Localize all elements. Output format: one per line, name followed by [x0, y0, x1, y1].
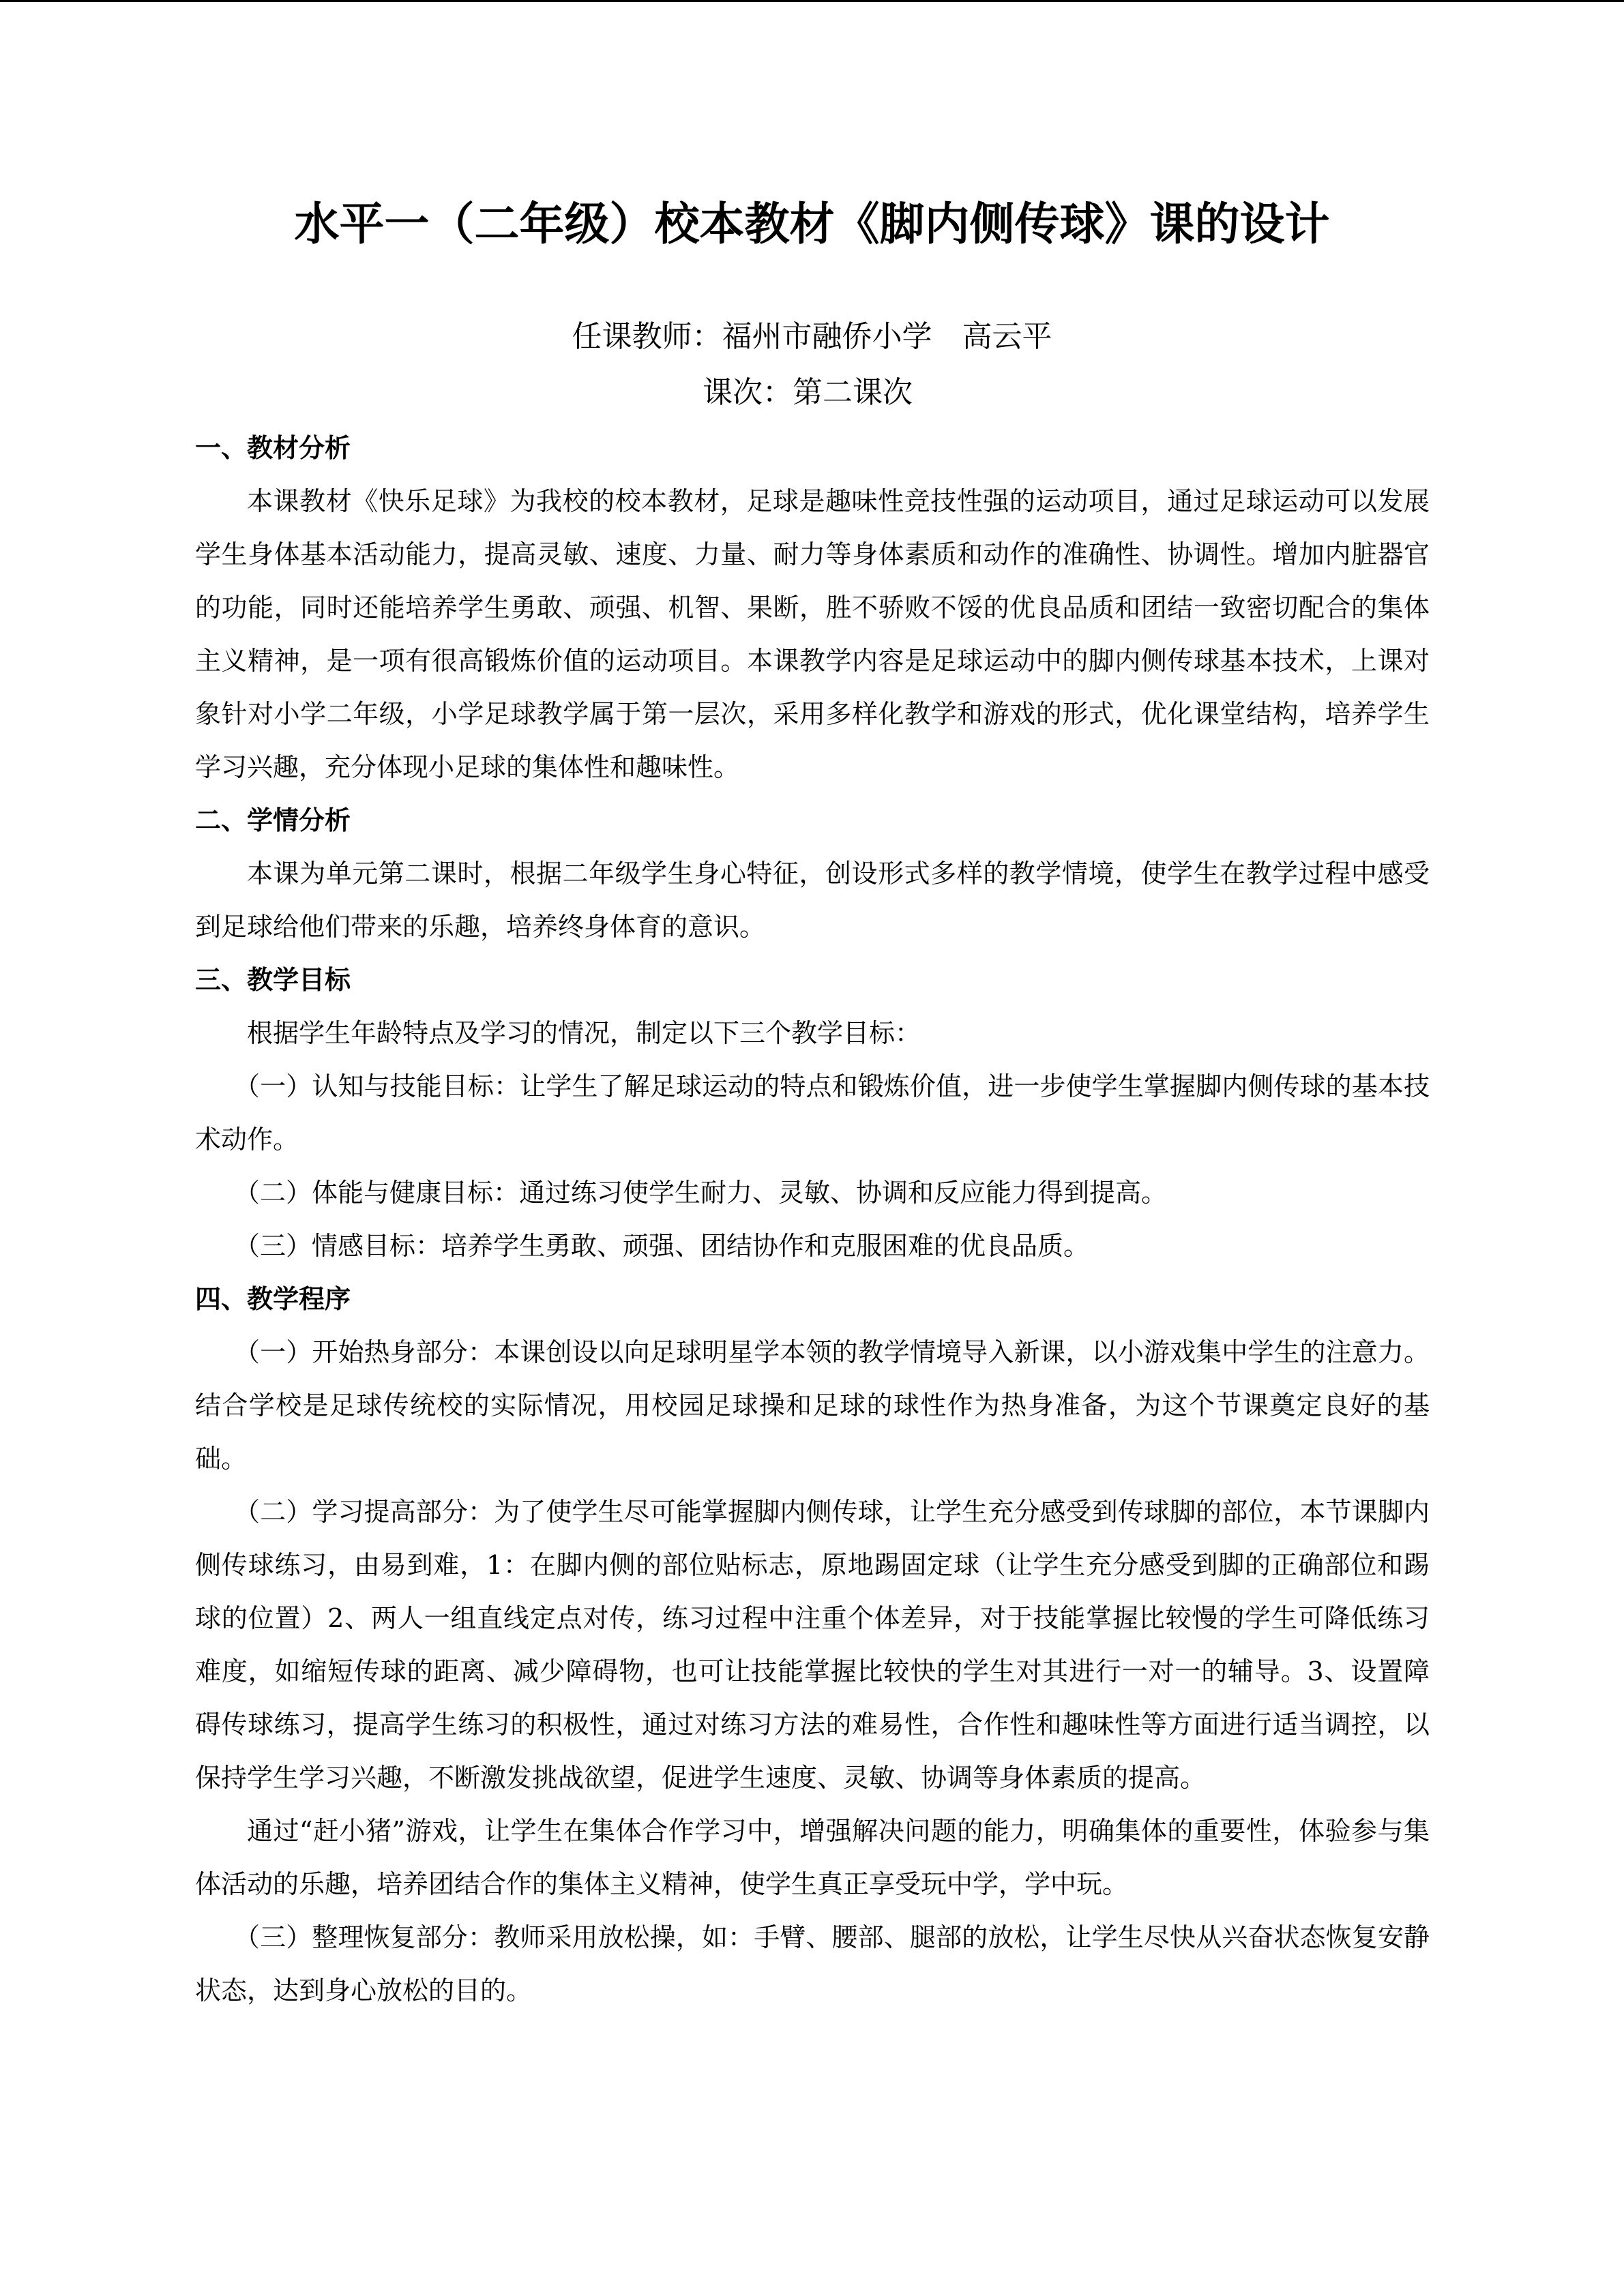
procedure-item: （三）整理恢复部分：教师采用放松操，如：手臂、腰部、腿部的放松，让学生尽快从兴奋状态恢复安静状态，达到身心放松的目的。: [195, 1922, 1430, 2006]
paragraph: 通过“赶小猪”游戏，让学生在集体合作学习中，增强解决问题的能力，明确集体的重要性，体验参与集体活动的乐趣，培养团结合作的集体主义精神，使学生真正享受玩中学，学中玩。: [195, 1816, 1430, 1899]
procedure-item: （二）学习提高部分：为了使学生尽可能掌握脚内侧传球，让学生充分感受到传球脚的部位，本节课脚内侧传球练习，由易到难，1：在脚内侧的部位贴标志，原地踢固定球（让学生充分感受到脚的正确部位和踢球的位置）2、两人一组直线定点对传，练习过程中注重个体差异，对于技能掌握比较慢的学生可降低练习难度，如缩短传球的距离、减少障碍物，也可让技能掌握比较快的学生对其进行一对一的辅导。3、设置障碍传球练习，提高学生练习的积极性，通过对练习方法的难易性，合作性和趣味性等方面进行适当调控，以保持学生学习兴趣，不断激发挑战欲望，促进学生速度、灵敏、协调等身体素质的提高。: [195, 1497, 1430, 1793]
teacher-line: 任课教师：福州市融侨小学 高云平: [572, 319, 1052, 354]
section-heading: 四、教学程序: [195, 1284, 351, 1314]
section-teaching-goals: [195, 953, 1430, 1272]
procedure-item: （一）开始热身部分：本课创设以向足球明星学本领的教学情境导入新课，以小游戏集中学生的注意力。结合学校是足球传统校的实际情况，用校园足球操和足球的球性作为热身准备，为这个节课奠定良好的基础。: [195, 1337, 1430, 1474]
goal-item: （二）体能与健康目标：通过练习使学生耐力、灵敏、协调和反应能力得到提高。: [234, 1178, 1168, 1208]
section-teaching-procedure: [195, 1272, 1430, 2017]
section-material-analysis: [195, 421, 1430, 794]
lesson-line: 课次：第二课次: [703, 375, 913, 410]
paragraph: 本课为单元第二课时，根据二年级学生身心特征，创设形式多样的教学情境，使学生在教学过程中感受到足球给他们带来的乐趣，培养终身体育的意识。: [195, 859, 1430, 942]
document-title: 水平一（二年级）校本教材《脚内侧传球》课的设计: [294, 198, 1330, 250]
section-heading: 一、教材分析: [195, 433, 351, 463]
section-heading: 二、学情分析: [195, 805, 351, 835]
section-learner-analysis: [195, 794, 1430, 953]
paragraph: 根据学生年龄特点及学习的情况，制定以下三个教学目标：: [247, 1018, 921, 1048]
goal-item: （三）情感目标：培养学生勇敢、顽强、团结协作和克服困难的优良品质。: [234, 1231, 1090, 1261]
goal-item: （一）认知与技能目标：让学生了解足球运动的特点和锻炼价值，进一步使学生掌握脚内侧传球的基本技术动作。: [195, 1071, 1430, 1154]
document-body: [195, 421, 1430, 2017]
section-heading: 三、教学目标: [195, 965, 351, 995]
paragraph: 本课教材《快乐足球》为我校的校本教材，足球是趣味性竞技性强的运动项目，通过足球运动可以发展学生身体基本活动能力，提高灵敏、速度、力量、耐力等身体素质和动作的准确性、协调性。增加内脏器官的功能，同时还能培养学生勇敢、顽强、机智、果断，胜不骄败不馁的优良品质和团结一致密切配合的集体主义精神，是一项有很高锻炼价值的运动项目。本课教学内容是足球运动中的脚内侧传球基本技术，上课对象针对小学二年级，小学足球教学属于第一层次，采用多样化教学和游戏的形式，优化课堂结构，培养学生学习兴趣，充分体现小足球的集体性和趣味性。: [195, 486, 1430, 782]
